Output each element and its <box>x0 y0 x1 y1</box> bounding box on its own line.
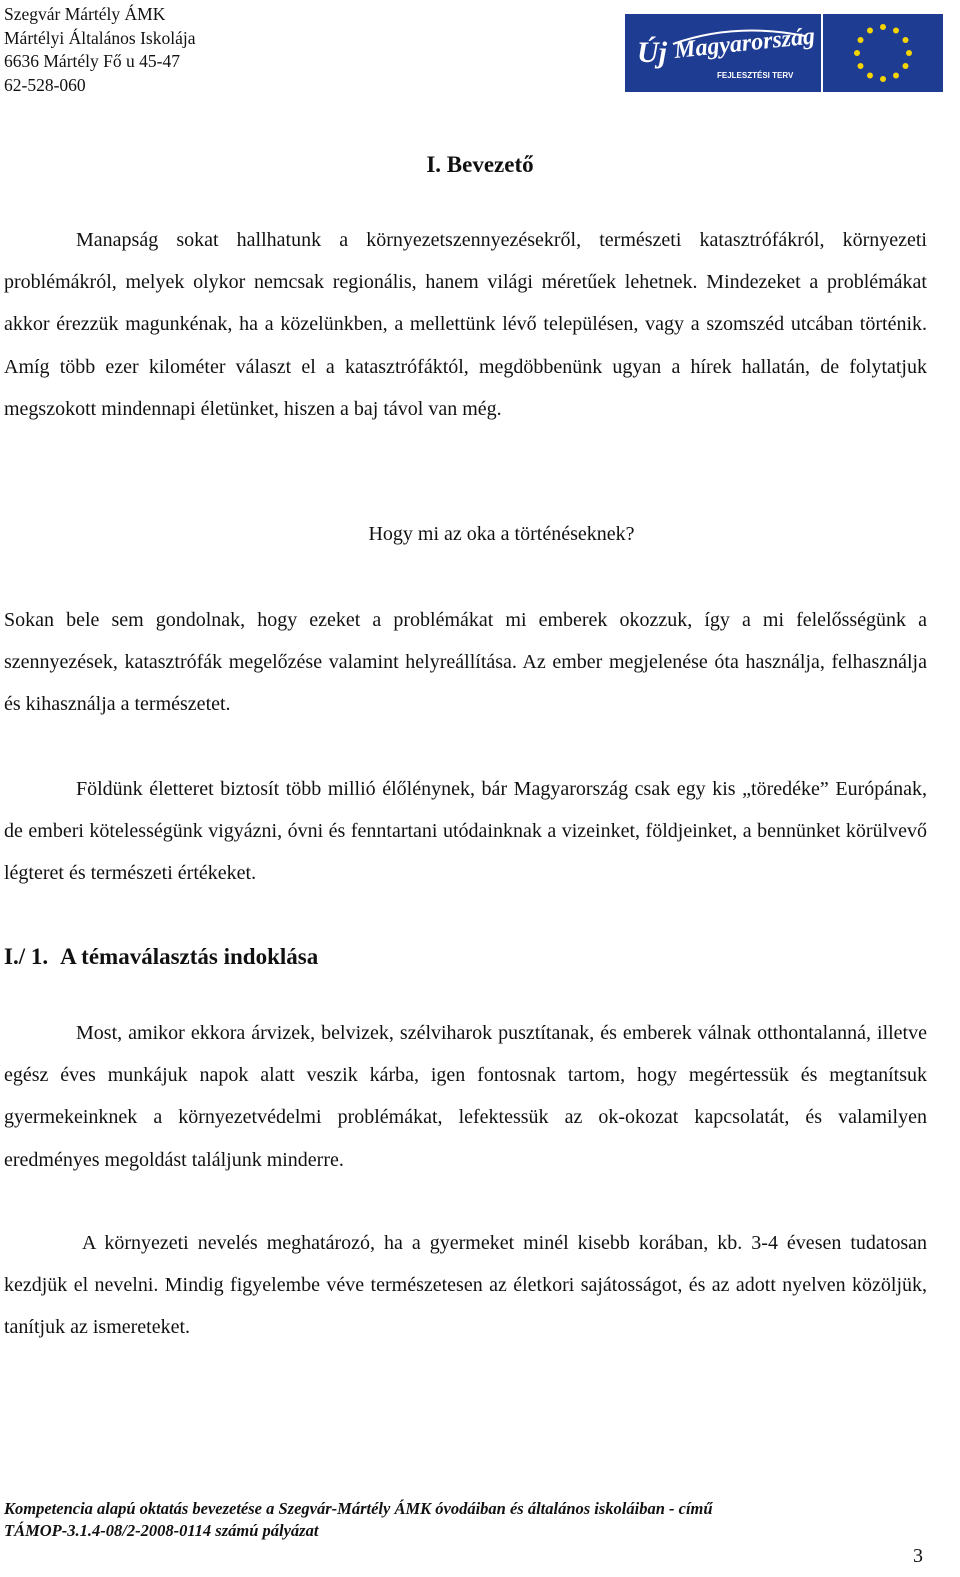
responsibility-paragraph: Sokan bele sem gondolnak, hogy ezeket a problémákat mi emberek okozzuk, így a mi felelősségünk a szennyezések, katasztrófák megelőzése valamint helyreállítása. Az ember megjelenése óta használja, felhasználja és kihasználja a természetet. <box>4 609 927 716</box>
section-title: A témaválasztás indoklása <box>60 944 319 969</box>
school-phone: 62-528-060 <box>4 74 86 95</box>
intro-paragraph: Manapság sokat hallhatunk a környezetszennyezésekről, természeti katasztrófákról, környezeti problémákról, melyek olykor nemcsak regionális, hanem világi méretűek lehetnek. Mindezeket a problémákat akkor érezzük magunkénak, ha a közelünkben, a mellettünk lévő településen, vagy a szomszéd utcában történik. Amíg több ezer kilométer választ el a katasztrófáktól, megdöbbenünk ugyan a hírek hallatán, de folytatjuk megszokott mindennapi életünket, hiszen a baj távol van még. <box>4 229 927 420</box>
school-header <box>4 3 195 97</box>
earth-paragraph: Földünk életteret biztosít több millió élőlénynek, bár Magyarország csak egy kis „töredéke” Európának, de emberi kötelességünk vigyázni, óvni és fenntartani utódainknak a vizeinket, földjeinket, a bennünket körülvevő légteret és természeti értékeket. <box>4 778 927 885</box>
school-address: 6636 Mártély Fő u 45-47 <box>4 51 180 71</box>
svg-text:FEJLESZTÉSI TERV: FEJLESZTÉSI TERV <box>717 71 794 80</box>
section-heading <box>4 944 318 970</box>
page-number: 3 <box>913 1545 923 1567</box>
footer-tender-id: TÁMOP-3.1.4-08/2-2008-0114 számú pályázat <box>4 1521 319 1540</box>
question-line: Hogy mi az oka a történéseknek? <box>368 523 635 545</box>
school-name: Szegvár Mártély ÁMK <box>4 4 166 24</box>
education-paragraph: A környezeti nevelés meghatározó, ha a gyermeket minél kisebb korában, kb. 3-4 évesen tudatosan kezdjük el nevelni. Mindig figyelembe véve természetesen az életkori sajátosságot, és az adott nyelven közöljük, tanítjuk az ismereteket. <box>4 1232 927 1339</box>
svg-text:Magyarország: Magyarország <box>672 23 817 64</box>
uj-magyarorszag-eu-logo <box>625 14 943 92</box>
section-number: I./ 1. <box>4 944 49 969</box>
page-title: I. Bevezető <box>426 152 534 177</box>
footer-project-title: Kompetencia alapú oktatás bevezetése a Szegvár-Mártély ÁMK óvodáiban és általános iskoláiban - című <box>4 1499 713 1518</box>
topic-paragraph: Most, amikor ekkora árvizek, belvizek, szélviharok pusztítanak, és emberek válnak otthontalanná, illetve egész éves munkájuk napok alatt veszik kárba, igen fontosnak tartom, hogy megértessük és megtanítsuk gyermekeinknek a környezetvédelmi problémákat, lefektessük az ok-okozat kapcsolatát, és valamilyen eredményes megoldást találjunk minderre. <box>4 1022 927 1171</box>
svg-text:Új: Új <box>637 36 667 69</box>
page-footer <box>4 1498 713 1542</box>
school-subname: Mártélyi Általános Iskolája <box>4 27 196 48</box>
